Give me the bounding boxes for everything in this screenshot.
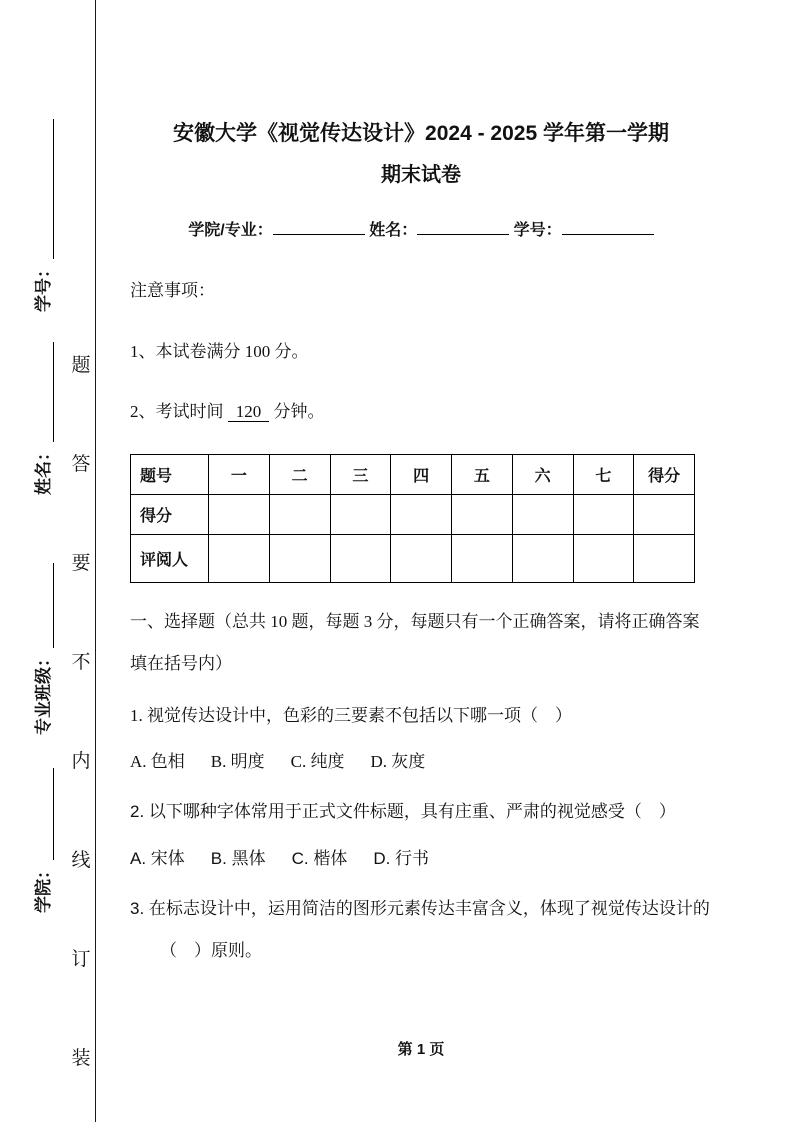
binding-char: 要 — [71, 553, 91, 574]
margin-field-blank — [38, 119, 54, 259]
question-1-options — [130, 742, 712, 781]
margin-field-label: 姓名： — [34, 444, 53, 495]
score-table-header-cell: 五 — [452, 455, 513, 495]
info-blank — [562, 219, 654, 235]
reviewer-cell — [330, 535, 391, 583]
score-table-header-cell: 四 — [391, 455, 452, 495]
exam-content — [130, 0, 712, 971]
info-label-name: 姓名： — [369, 221, 418, 239]
score-row-label: 得分 — [131, 495, 209, 535]
option-d: D. 灰度 — [370, 752, 426, 772]
reviewer-cell — [634, 535, 695, 583]
info-blank — [273, 219, 365, 235]
reviewer-row-label: 评阅人 — [131, 535, 209, 583]
margin-field-college — [30, 763, 54, 913]
score-table-reviewer-row — [131, 535, 695, 583]
binding-char: 题 — [71, 355, 91, 376]
score-table — [130, 454, 695, 583]
binding-seal-text — [68, 350, 94, 1070]
margin-field-student-id — [30, 112, 54, 312]
margin-field-name — [30, 335, 54, 495]
margin-field-blank — [38, 563, 54, 648]
reviewer-cell — [391, 535, 452, 583]
notice-item-2 — [130, 391, 712, 433]
score-cell — [634, 495, 695, 535]
score-table-header-cell: 得分 — [634, 455, 695, 495]
question-3: 3. 在标志设计中，运用简洁的图形元素传达丰富含义，体现了视觉传达设计的（ ）原则。 — [130, 899, 710, 960]
option-c: C. 纯度 — [290, 752, 345, 772]
binding-char: 线 — [71, 850, 91, 871]
reviewer-cell — [512, 535, 573, 583]
question-1: 1. 视觉传达设计中，色彩的三要素不包括以下哪一项（ ） — [130, 705, 572, 725]
notice-item-2-prefix: 2、考试时间 — [130, 401, 224, 421]
binding-char: 答 — [71, 454, 91, 475]
info-label-college-major: 学院/专业： — [188, 221, 273, 239]
margin-field-class — [30, 555, 54, 735]
option-b: B. 明度 — [210, 752, 265, 772]
reviewer-cell — [209, 535, 270, 583]
score-cell — [452, 495, 513, 535]
score-cell — [209, 495, 270, 535]
score-cell — [391, 495, 452, 535]
page-number: 第 1 页 — [397, 1041, 445, 1058]
question-2: 2. 以下哪种字体常用于正式文件标题，具有庄重、严肃的视觉感受（ ） — [130, 802, 676, 822]
option-a: A. 宋体 — [130, 849, 185, 869]
binding-char: 订 — [71, 949, 91, 970]
score-table-header-cell: 题号 — [131, 455, 209, 495]
score-table-header-cell: 二 — [269, 455, 330, 495]
notice-item-2-suffix: 分钟。 — [273, 401, 325, 421]
student-info-line — [130, 217, 712, 240]
score-cell — [573, 495, 634, 535]
score-cell — [269, 495, 330, 535]
exam-duration-value: 120 — [228, 402, 270, 422]
margin-field-blank — [38, 342, 54, 442]
binding-char: 装 — [71, 1048, 91, 1069]
reviewer-cell — [269, 535, 330, 583]
score-table-header-cell: 三 — [330, 455, 391, 495]
question-2-options — [130, 839, 712, 878]
margin-field-blank — [38, 768, 54, 860]
score-table-header-cell: 七 — [573, 455, 634, 495]
notice-item-1: 1、本试卷满分 100 分。 — [130, 342, 309, 362]
info-blank — [417, 219, 509, 235]
binding-line — [95, 0, 96, 1122]
binding-char: 不 — [71, 652, 91, 673]
info-label-student-id: 学号： — [513, 221, 562, 239]
reviewer-cell — [452, 535, 513, 583]
score-table-header-row — [131, 455, 695, 495]
exam-title: 安徽大学《视觉传达设计》2024 - 2025 学年第一学期 — [173, 122, 669, 145]
margin-field-label: 学院： — [34, 862, 53, 913]
notice-heading: 注意事项： — [130, 280, 215, 300]
option-c: C. 楷体 — [291, 849, 348, 869]
option-d: D. 行书 — [373, 849, 430, 869]
exam-subtitle: 期末试卷 — [381, 163, 461, 186]
margin-field-label: 学号： — [34, 261, 53, 312]
reviewer-cell — [573, 535, 634, 583]
score-table-header-cell: 六 — [512, 455, 573, 495]
binding-char: 内 — [71, 751, 91, 772]
option-b: B. 黑体 — [210, 849, 266, 869]
margin-field-label: 专业班级： — [34, 650, 53, 735]
score-table-header-cell: 一 — [209, 455, 270, 495]
option-a: A. 色相 — [130, 752, 185, 772]
score-cell — [330, 495, 391, 535]
score-table-score-row — [131, 495, 695, 535]
score-cell — [512, 495, 573, 535]
section-title-multiple-choice: 一、选择题（总共 10 题，每题 3 分，每题只有一个正确答案，请将正确答案填在括号内） — [130, 612, 700, 674]
